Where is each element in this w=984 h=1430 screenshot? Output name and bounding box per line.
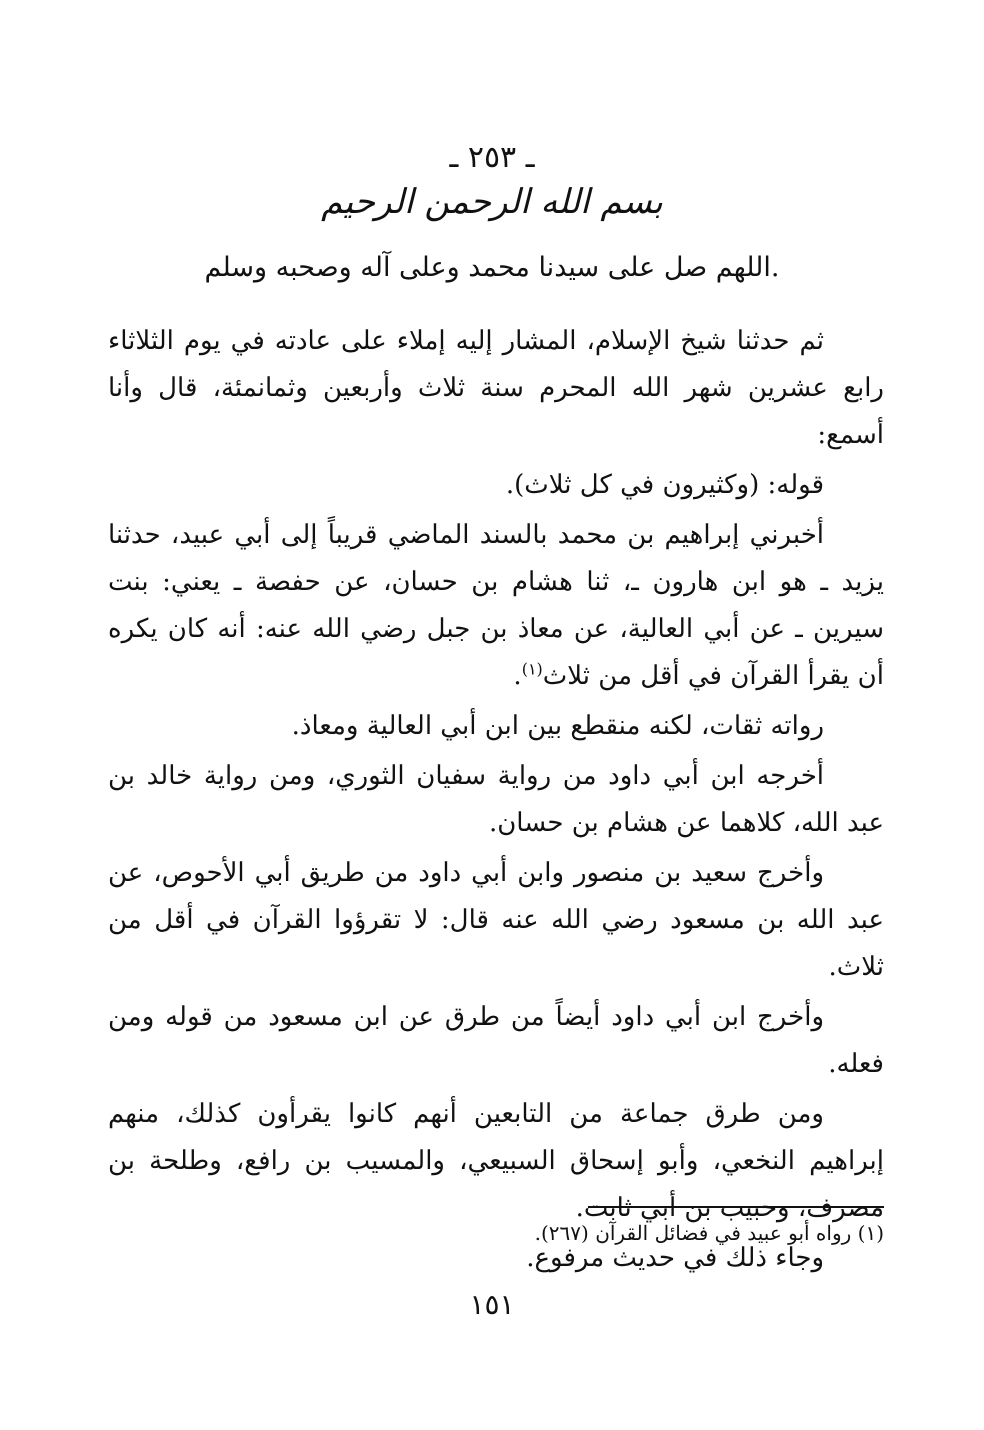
paragraph-7: وأخرج ابن أبي داود أيضاً من طرق عن ابن مسعود من قوله ومن فعله. — [108, 1002, 884, 1079]
paragraph-3-end: . — [513, 661, 522, 691]
footnote: (١) رواه أبو عبيد في فضائل القرآن (٢٦٧). — [534, 1221, 884, 1245]
paragraph-4: رواته ثقات، لكنه منقطع بين ابن أبي العالية ومعاذ. — [291, 711, 824, 741]
basmala-heading: بسم الله الرحمن الرحيم — [321, 182, 663, 222]
paragraph-5: أخرجه ابن أبي داود من رواية سفيان الثوري، ومن رواية خالد بن عبد الله، كلاهما عن هشام بن حسان. — [108, 761, 884, 838]
paragraph-8: ومن طرق جماعة من التابعين أنهم كانوا يقرأون كذلك، منهم إبراهيم النخعي، وأبو إسحاق السبيعي، والمسيب بن رافع، وطلحة بن مصرف، وحبيب بن أبي ثابت. — [108, 1099, 884, 1223]
footer-page-number: ١٥١ — [469, 1288, 515, 1321]
footnote-reference: (١) — [521, 659, 543, 679]
paragraph-9: وجاء ذلك في حديث مرفوع. — [526, 1243, 824, 1273]
main-text — [108, 318, 884, 1285]
header-page-number: ـ ٢٥٣ ـ — [449, 140, 535, 175]
paragraph-2: قوله: (وكثيرون في كل ثلاث). — [505, 470, 824, 500]
paragraph-1: ثم حدثنا شيخ الإسلام، المشار إليه إملاء على عادته في يوم الثلاثاء رابع عشرين شهر الله المحرم سنة ثلاث وأربعين وثمانمئة، قال وأنا أسمع: — [108, 326, 884, 450]
footnote-divider — [588, 1206, 884, 1208]
paragraph-3-text: أخبرني إبراهيم بن محمد بالسند الماضي قريباً إلى أبي عبيد، حدثنا يزيد ـ هو ابن هارون ـ، ثنا هشام بن حسان، عن حفصة ـ يعني: بنت سيرين ـ عن أبي العالية، عن معاذ بن جبل رضي الله عنه: أنه كان يكره أن يقرأ القرآن في أقل من ثلاث — [108, 520, 884, 691]
paragraph-3 — [108, 512, 884, 700]
paragraph-6: وأخرج سعيد بن منصور وابن أبي داود من طريق أبي الأحوص، عن عبد الله بن مسعود رضي الله عنه قال: لا تقرؤوا القرآن في أقل من ثلاث. — [108, 858, 884, 982]
opening-prayer: اللهم صل على سيدنا محمد وعلى آله وصحبه وسلم. — [204, 252, 780, 283]
